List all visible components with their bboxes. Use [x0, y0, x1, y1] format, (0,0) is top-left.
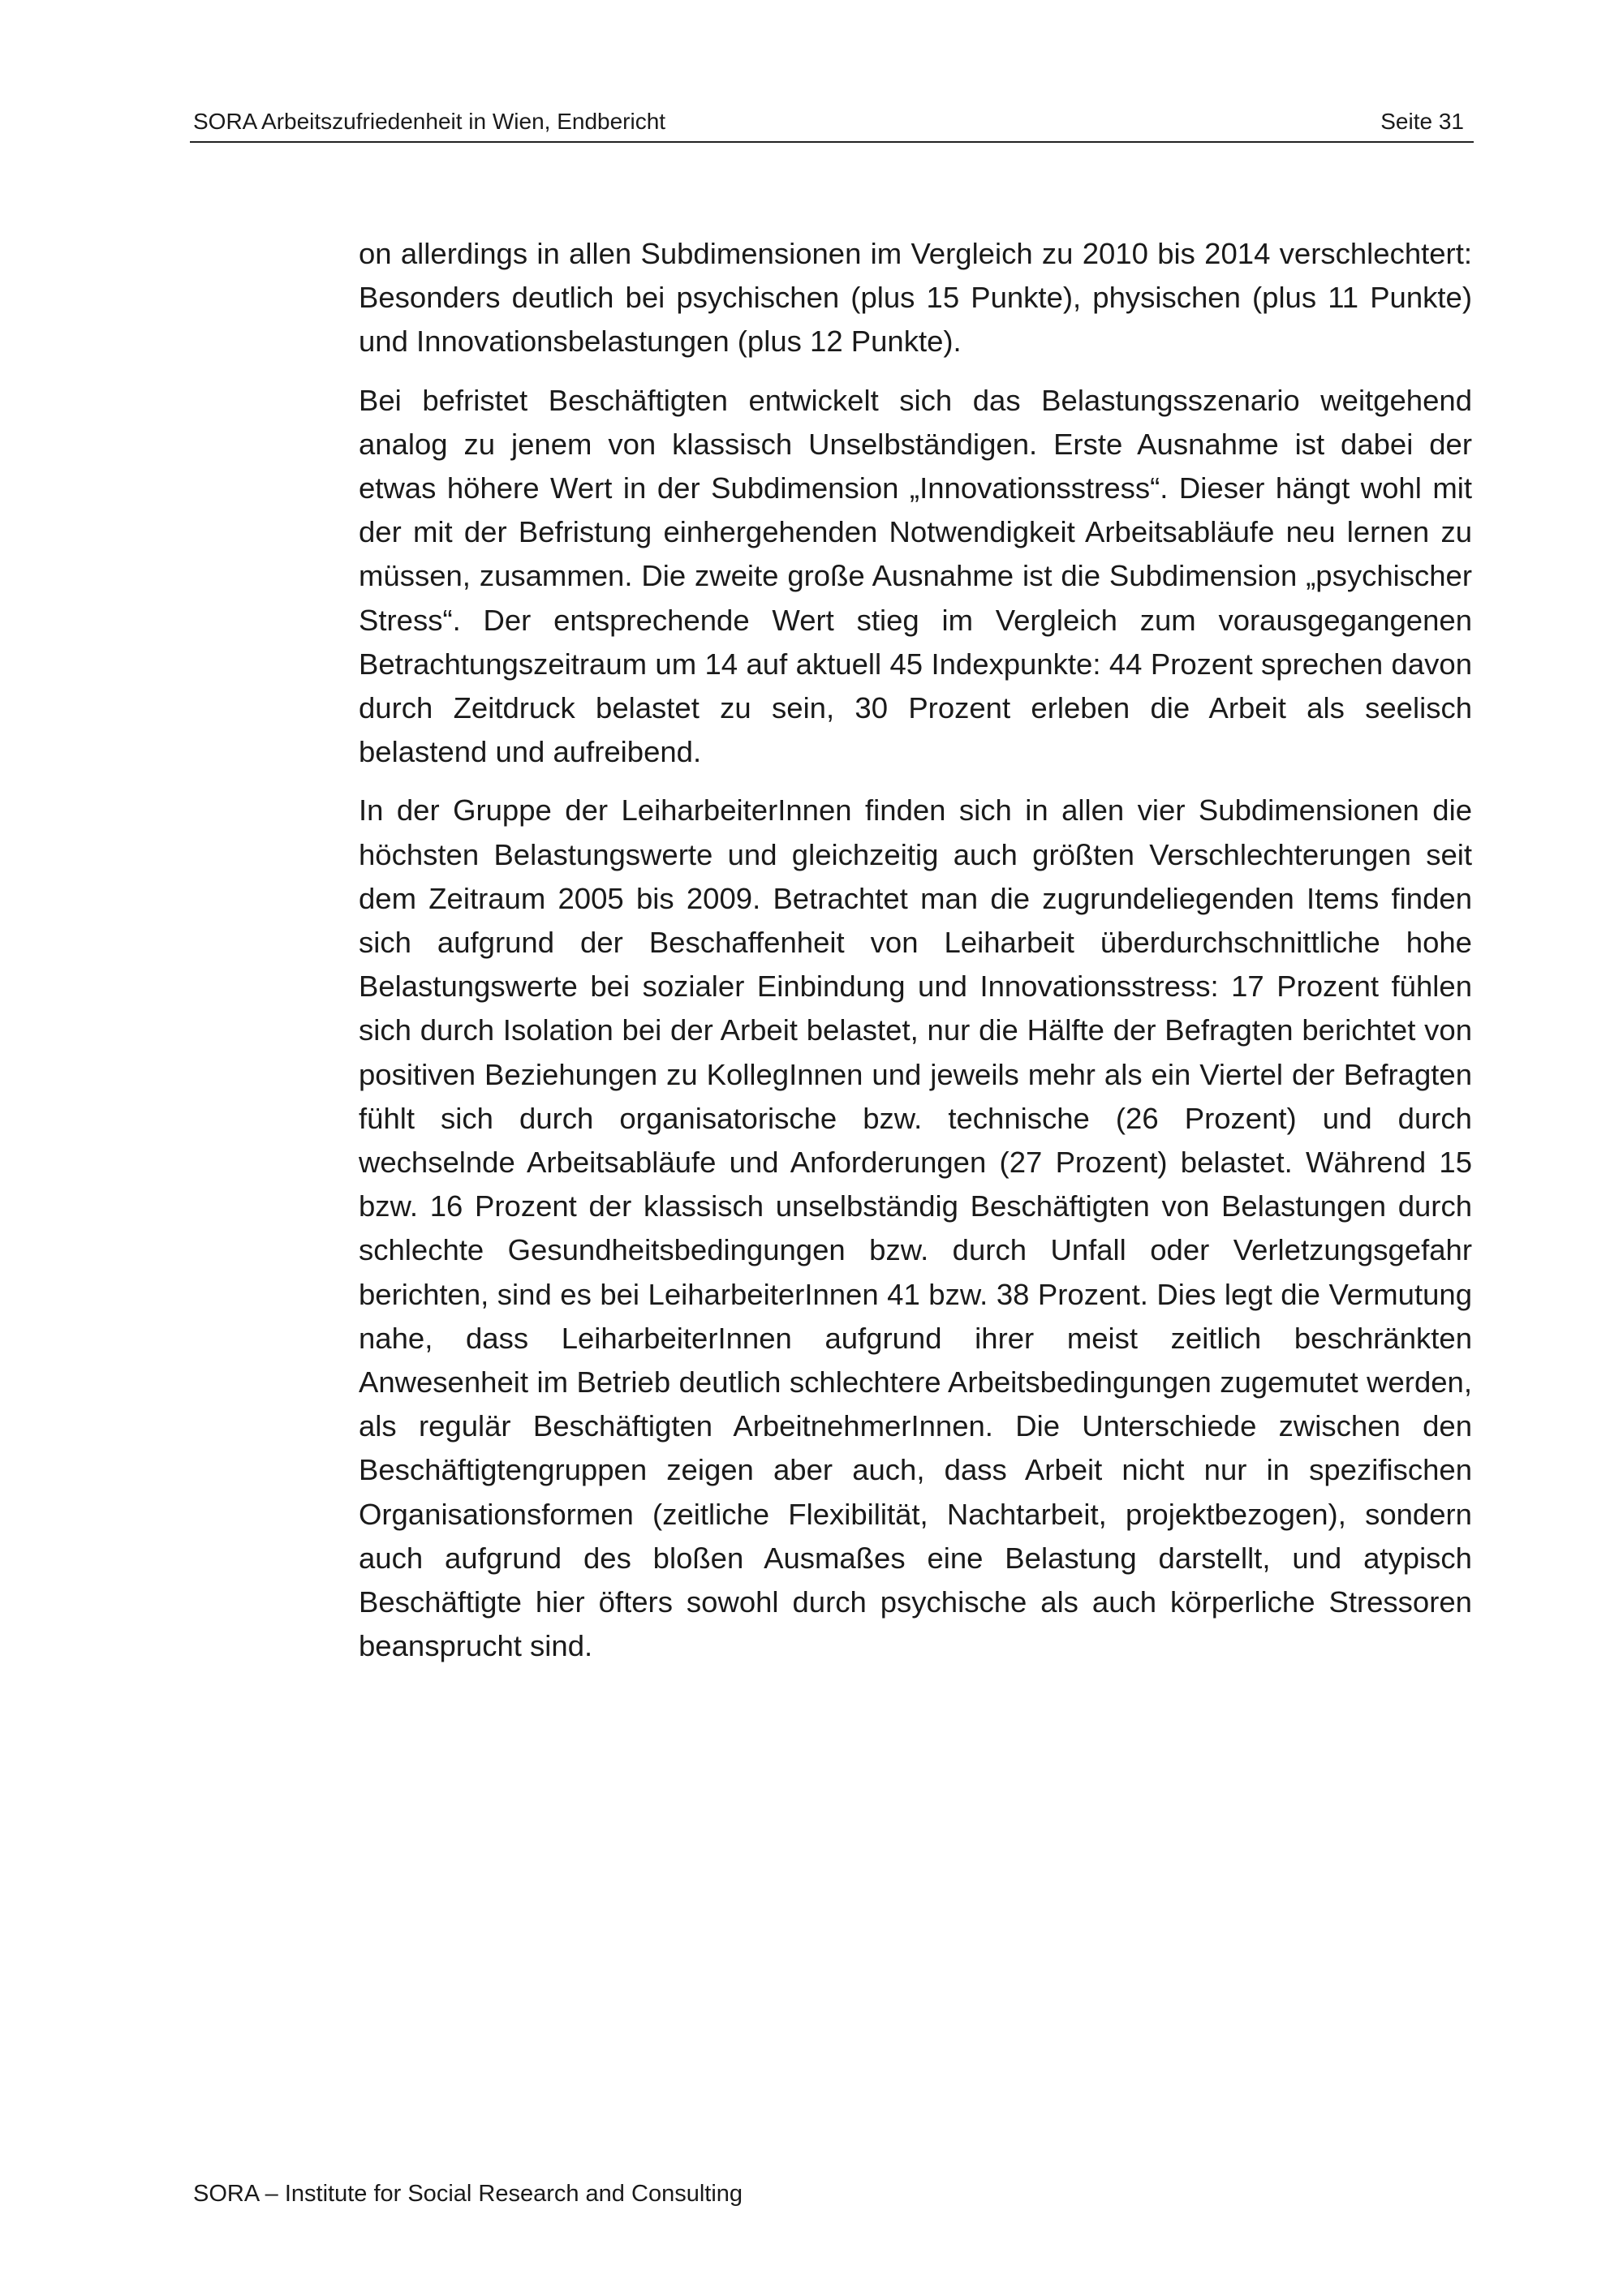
body-text	[359, 232, 1472, 1683]
header-title: SORA Arbeitszufriedenheit in Wien, Endbericht	[193, 109, 666, 134]
page-footer: SORA – Institute for Social Research and Consulting	[193, 2181, 743, 2207]
page-header	[190, 102, 1474, 143]
paragraph-3: In der Gruppe der LeiharbeiterInnen finden sich in allen vier Subdimensionen die höchsten Belastungswerte und gleichzeitig auch größten Verschlechterungen seit dem Zeitraum 2005 bis 2009. Betrachtet man die zugrundeliegenden Items finden sich aufgrund der Beschaffenheit von Leiharbeit überdurchschnittliche hohe Belastungswerte bei sozialer Einbindung und Innovationsstress: 17 Prozent fühlen sich durch Isolation bei der Arbeit belastet, nur die Hälfte der Befragten berichtet von positiven Beziehungen zu KollegInnen und jeweils mehr als ein Viertel der Befragten fühlt sich durch organisatorische bzw. technische (26 Prozent) und durch wechselnde Arbeitsabläufe und Anforderungen (27 Prozent) belastet. Während 15 bzw. 16 Prozent der klassisch unselbständig Beschäftigten von Belastungen durch schlechte Gesundheitsbedingungen bzw. durch Unfall oder Verletzungsgefahr berichten, sind es bei LeiharbeiterInnen 41 bzw. 38 Prozent. Dies legt die Vermutung nahe, dass LeiharbeiterInnen aufgrund ihrer meist zeitlich beschränkten Anwesenheit im Betrieb deutlich schlechtere Arbeitsbedingungen zugemutet werden, als regulär Beschäftigten ArbeitnehmerInnen. Die Unterschiede zwischen den Beschäftigtengruppen zeigen aber auch, dass Arbeit nicht nur in spezifischen Organisationsformen (zeitliche Flexibilität, Nachtarbeit, projektbezogen), sondern auch aufgrund des bloßen Ausmaßes eine Belastung darstellt, und atypisch Beschäftigte hier öfters sowohl durch psychische als auch körperliche Stressoren beansprucht sind.	[359, 793, 1472, 1663]
paragraph-1: on allerdings in allen Subdimensionen im Vergleich zu 2010 bis 2014 verschlechtert: Besonders deutlich bei psychischen (plus 15 Punkte), physischen (plus 11 Punkte) und Innovationsbelastungen (plus 12 Punkte).	[359, 237, 1472, 359]
paragraph-2: Bei befristet Beschäftigten entwickelt sich das Belastungsszenario weitgehend analog zu jenem von klassisch Unselbständigen. Erste Ausnahme ist dabei der etwas höhere Wert in der Subdimension „Innovationsstress“. Dieser hängt wohl mit der mit der Befristung einhergehenden Notwendigkeit Arbeitsabläufe neu lernen zu müssen, zusammen. Die zweite große Ausnahme ist die Subdimension „psychischer Stress“. Der entsprechende Wert stieg im Vergleich zum vorausgegangenen Betrachtungszeitraum um 14 auf aktuell 45 Indexpunkte: 44 Prozent sprechen davon durch Zeitdruck belastet zu sein, 30 Prozent erleben die Arbeit als seelisch belastend und aufreibend.	[359, 383, 1472, 769]
page-number: Seite 31	[1380, 109, 1464, 134]
